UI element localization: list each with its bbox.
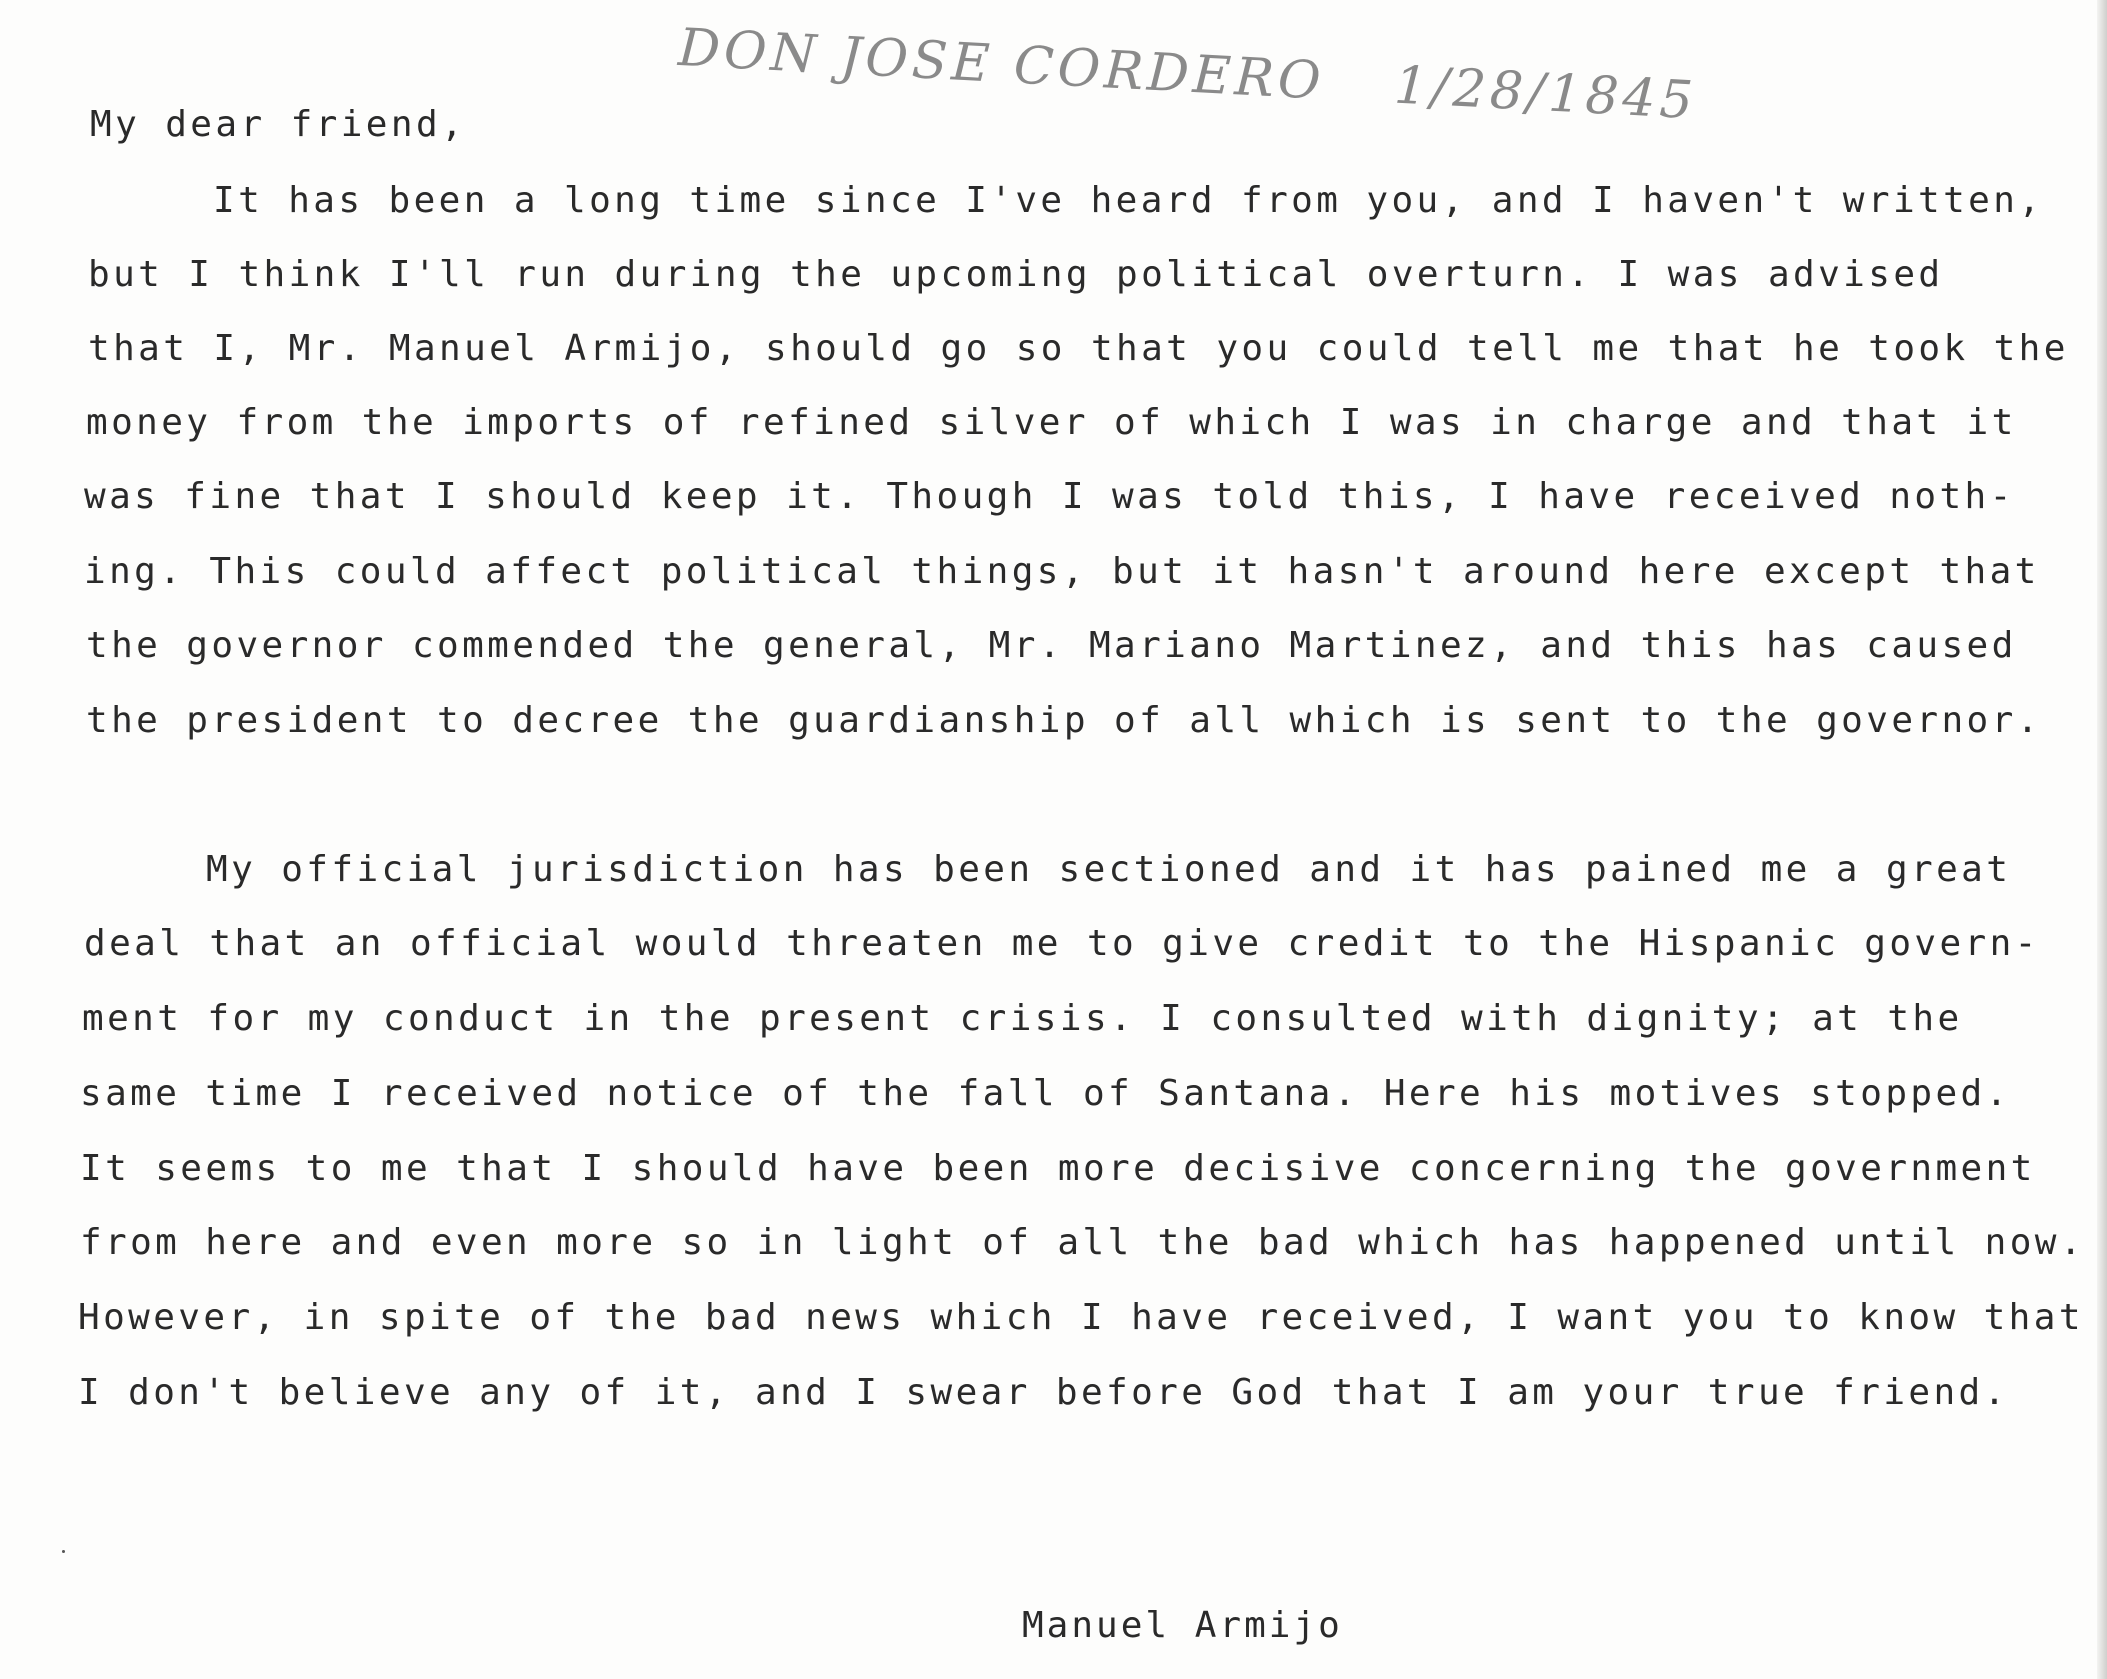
- paragraph1-line: but I think I'll run during the upcoming political overturn. I was advised: [88, 254, 1944, 295]
- paragraph2-line: I don't believe any of it, and I swear before God that I am your true friend.: [78, 1372, 2009, 1413]
- paragraph2-line: deal that an official would threaten me to give credit to the Hispanic govern-: [84, 923, 2040, 964]
- paragraph2-line: ment for my conduct in the present crisis. I consulted with dignity; at the: [82, 998, 1963, 1039]
- paragraph2-line: It seems to me that I should have been more decisive concerning the government: [80, 1148, 2036, 1189]
- annotation-date: 1/28/1845: [1392, 55, 1699, 132]
- salutation: My dear friend,: [90, 104, 467, 145]
- paragraph2-line: However, in spite of the bad news which I have received, I want you to know that: [78, 1297, 2084, 1338]
- paragraph2-line: same time I received notice of the fall of Santana. Here his motives stopped.: [80, 1073, 2011, 1114]
- handwritten-annotation: [677, 18, 1698, 131]
- paragraph1-line: ing. This could affect political things, but it hasn't around here except that: [84, 551, 2040, 592]
- signature: Manuel Armijo: [1022, 1605, 1343, 1646]
- paragraph1-line: that I, Mr. Manuel Armijo, should go so that you could tell me that he took the: [88, 328, 2069, 369]
- paragraph1-line: money from the imports of refined silver of which I was in charge and that it: [86, 402, 2017, 443]
- paragraph1-line: It has been a long time since I've heard from you, and I haven't written,: [213, 180, 2044, 221]
- paragraph2-line: from here and even more so in light of all the bad which has happened until now.: [80, 1222, 2085, 1263]
- paragraph2-line: My official jurisdiction has been sectioned and it has pained me a great: [206, 849, 2012, 890]
- paragraph1-line: the president to decree the guardianship of all which is sent to the governor.: [86, 700, 2042, 741]
- paragraph1-line: the governor commended the general, Mr. Mariano Martinez, and this has caused: [86, 625, 2017, 666]
- annotation-name: DON JOSE CORDERO: [676, 18, 1327, 112]
- paragraph1-line: was fine that I should keep it. Though I was told this, I have received noth-: [84, 476, 2015, 517]
- page-edge: [2097, 0, 2107, 1679]
- stray-ink-mark: [62, 1550, 65, 1553]
